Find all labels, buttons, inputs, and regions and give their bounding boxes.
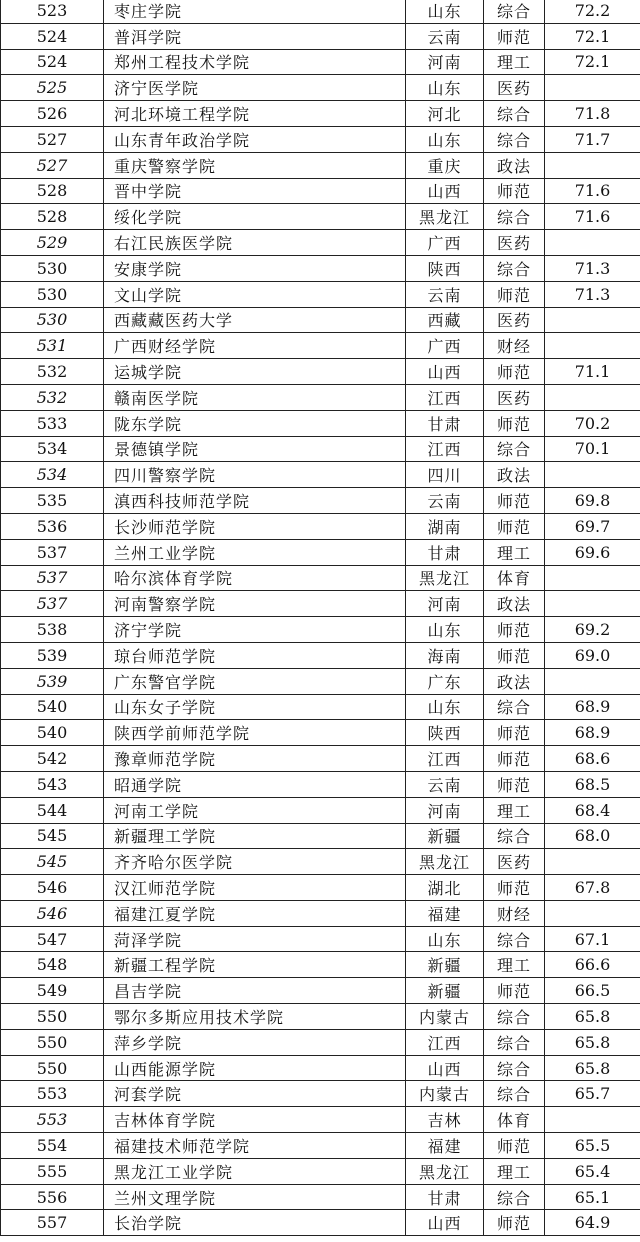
category-cell: 师范	[484, 617, 545, 643]
rank-cell: 537	[1, 565, 104, 591]
province-cell: 山东	[406, 926, 484, 952]
rank-cell: 524	[1, 49, 104, 75]
category-cell: 师范	[484, 746, 545, 772]
rank-cell: 525	[1, 75, 104, 101]
province-cell: 江西	[406, 436, 484, 462]
province-cell: 黑龙江	[406, 204, 484, 230]
institution-name-cell: 河南工学院	[104, 797, 406, 823]
category-cell: 综合	[484, 1029, 545, 1055]
table-row	[1, 952, 640, 978]
institution-name-cell: 晋中学院	[104, 178, 406, 204]
score-cell	[545, 384, 640, 410]
table-row	[1, 0, 640, 23]
province-cell: 新疆	[406, 952, 484, 978]
score-cell: 68.9	[545, 720, 640, 746]
table-row	[1, 307, 640, 333]
province-cell: 黑龙江	[406, 849, 484, 875]
institution-name-cell: 四川警察学院	[104, 462, 406, 488]
rank-cell: 539	[1, 642, 104, 668]
score-cell	[545, 565, 640, 591]
province-cell: 山西	[406, 1055, 484, 1081]
table-row	[1, 333, 640, 359]
rank-cell: 527	[1, 126, 104, 152]
category-cell: 财经	[484, 333, 545, 359]
province-cell: 江西	[406, 1029, 484, 1055]
institution-name-cell: 济宁医学院	[104, 75, 406, 101]
rank-cell: 532	[1, 359, 104, 385]
score-cell: 68.0	[545, 823, 640, 849]
table-row	[1, 1158, 640, 1184]
institution-name-cell: 黑龙江工业学院	[104, 1158, 406, 1184]
table-row	[1, 255, 640, 281]
province-cell: 福建	[406, 900, 484, 926]
table-row	[1, 565, 640, 591]
score-cell: 69.6	[545, 539, 640, 565]
score-cell: 67.1	[545, 926, 640, 952]
province-cell: 云南	[406, 281, 484, 307]
table-row	[1, 978, 640, 1004]
table-row	[1, 746, 640, 772]
score-cell: 70.1	[545, 436, 640, 462]
province-cell: 山东	[406, 694, 484, 720]
table-row	[1, 488, 640, 514]
score-cell: 71.1	[545, 359, 640, 385]
province-cell: 江西	[406, 384, 484, 410]
score-cell: 71.8	[545, 101, 640, 127]
category-cell: 医药	[484, 307, 545, 333]
province-cell: 甘肃	[406, 1184, 484, 1210]
institution-name-cell: 河南警察学院	[104, 591, 406, 617]
table-row	[1, 23, 640, 49]
category-cell: 综合	[484, 436, 545, 462]
institution-name-cell: 西藏藏医药大学	[104, 307, 406, 333]
score-cell: 65.5	[545, 1133, 640, 1159]
category-cell: 政法	[484, 152, 545, 178]
table-row	[1, 410, 640, 436]
institution-name-cell: 兰州文理学院	[104, 1184, 406, 1210]
table-row	[1, 539, 640, 565]
province-cell: 内蒙古	[406, 1004, 484, 1030]
institution-name-cell: 汉江师范学院	[104, 875, 406, 901]
table-row	[1, 281, 640, 307]
table-row	[1, 900, 640, 926]
rank-cell: 529	[1, 230, 104, 256]
institution-name-cell: 陕西学前师范学院	[104, 720, 406, 746]
category-cell: 综合	[484, 926, 545, 952]
score-cell: 71.7	[545, 126, 640, 152]
rank-cell: 527	[1, 152, 104, 178]
institution-name-cell: 萍乡学院	[104, 1029, 406, 1055]
category-cell: 综合	[484, 1055, 545, 1081]
province-cell: 陕西	[406, 255, 484, 281]
rank-cell: 531	[1, 333, 104, 359]
score-cell: 66.6	[545, 952, 640, 978]
rank-cell: 554	[1, 1133, 104, 1159]
province-cell: 广西	[406, 333, 484, 359]
province-cell: 河北	[406, 101, 484, 127]
score-cell: 65.4	[545, 1158, 640, 1184]
rank-cell: 547	[1, 926, 104, 952]
score-cell	[545, 230, 640, 256]
table-row	[1, 720, 640, 746]
rank-cell: 539	[1, 668, 104, 694]
score-cell: 65.8	[545, 1055, 640, 1081]
province-cell: 山西	[406, 1210, 484, 1236]
table-row	[1, 436, 640, 462]
institution-name-cell: 哈尔滨体育学院	[104, 565, 406, 591]
institution-name-cell: 普洱学院	[104, 23, 406, 49]
institution-name-cell: 河北环境工程学院	[104, 101, 406, 127]
score-cell	[545, 462, 640, 488]
province-cell: 山东	[406, 75, 484, 101]
category-cell: 综合	[484, 1081, 545, 1107]
table-row	[1, 359, 640, 385]
table-row	[1, 591, 640, 617]
institution-name-cell: 兰州工业学院	[104, 539, 406, 565]
institution-name-cell: 福建江夏学院	[104, 900, 406, 926]
province-cell: 新疆	[406, 978, 484, 1004]
table-row	[1, 1210, 640, 1236]
category-cell: 理工	[484, 539, 545, 565]
score-cell: 67.8	[545, 875, 640, 901]
table-row	[1, 1055, 640, 1081]
rank-cell: 528	[1, 204, 104, 230]
rank-cell: 556	[1, 1184, 104, 1210]
institution-name-cell: 菏泽学院	[104, 926, 406, 952]
table-row	[1, 204, 640, 230]
table-row	[1, 642, 640, 668]
rank-cell: 549	[1, 978, 104, 1004]
rank-cell: 523	[1, 0, 104, 23]
score-cell	[545, 849, 640, 875]
score-cell: 71.6	[545, 204, 640, 230]
institution-name-cell: 鄂尔多斯应用技术学院	[104, 1004, 406, 1030]
province-cell: 甘肃	[406, 410, 484, 436]
score-cell: 65.7	[545, 1081, 640, 1107]
category-cell: 师范	[484, 359, 545, 385]
province-cell: 海南	[406, 642, 484, 668]
institution-name-cell: 长治学院	[104, 1210, 406, 1236]
category-cell: 财经	[484, 900, 545, 926]
province-cell: 山东	[406, 126, 484, 152]
score-cell	[545, 307, 640, 333]
score-cell	[545, 152, 640, 178]
score-cell: 64.9	[545, 1210, 640, 1236]
rank-cell: 534	[1, 462, 104, 488]
table-row	[1, 875, 640, 901]
rank-cell: 542	[1, 746, 104, 772]
rank-cell: 555	[1, 1158, 104, 1184]
rank-cell: 546	[1, 900, 104, 926]
rank-cell: 543	[1, 771, 104, 797]
score-cell	[545, 333, 640, 359]
table-row	[1, 75, 640, 101]
category-cell: 政法	[484, 462, 545, 488]
table-row	[1, 1184, 640, 1210]
score-cell: 72.1	[545, 49, 640, 75]
rank-cell: 536	[1, 513, 104, 539]
category-cell: 医药	[484, 384, 545, 410]
institution-name-cell: 吉林体育学院	[104, 1107, 406, 1133]
table-row	[1, 1004, 640, 1030]
category-cell: 政法	[484, 591, 545, 617]
score-cell: 65.1	[545, 1184, 640, 1210]
province-cell: 云南	[406, 23, 484, 49]
category-cell: 师范	[484, 410, 545, 436]
rank-cell: 540	[1, 694, 104, 720]
category-cell: 理工	[484, 49, 545, 75]
institution-name-cell: 新疆理工学院	[104, 823, 406, 849]
province-cell: 云南	[406, 488, 484, 514]
category-cell: 师范	[484, 875, 545, 901]
table-row	[1, 823, 640, 849]
category-cell: 师范	[484, 771, 545, 797]
table-row	[1, 694, 640, 720]
score-cell: 71.3	[545, 255, 640, 281]
category-cell: 理工	[484, 797, 545, 823]
category-cell: 医药	[484, 75, 545, 101]
rank-cell: 553	[1, 1107, 104, 1133]
rank-cell: 538	[1, 617, 104, 643]
province-cell: 湖北	[406, 875, 484, 901]
rank-cell: 533	[1, 410, 104, 436]
province-cell: 西藏	[406, 307, 484, 333]
institution-name-cell: 重庆警察学院	[104, 152, 406, 178]
province-cell: 山东	[406, 617, 484, 643]
institution-name-cell: 琼台师范学院	[104, 642, 406, 668]
rank-cell: 550	[1, 1055, 104, 1081]
category-cell: 理工	[484, 952, 545, 978]
score-cell	[545, 75, 640, 101]
institution-name-cell: 赣南医学院	[104, 384, 406, 410]
rank-cell: 528	[1, 178, 104, 204]
ranking-table-body	[1, 0, 640, 1236]
category-cell: 综合	[484, 126, 545, 152]
province-cell: 山东	[406, 0, 484, 23]
score-cell: 71.3	[545, 281, 640, 307]
rank-cell: 530	[1, 307, 104, 333]
rank-cell: 553	[1, 1081, 104, 1107]
rank-cell: 544	[1, 797, 104, 823]
table-row	[1, 49, 640, 75]
province-cell: 四川	[406, 462, 484, 488]
province-cell: 广东	[406, 668, 484, 694]
category-cell: 师范	[484, 1210, 545, 1236]
rank-cell: 530	[1, 255, 104, 281]
province-cell: 广西	[406, 230, 484, 256]
category-cell: 师范	[484, 488, 545, 514]
province-cell: 江西	[406, 746, 484, 772]
score-cell	[545, 668, 640, 694]
category-cell: 师范	[484, 281, 545, 307]
institution-name-cell: 昭通学院	[104, 771, 406, 797]
rank-cell: 532	[1, 384, 104, 410]
score-cell: 68.6	[545, 746, 640, 772]
province-cell: 黑龙江	[406, 565, 484, 591]
table-row	[1, 617, 640, 643]
institution-name-cell: 安康学院	[104, 255, 406, 281]
province-cell: 湖南	[406, 513, 484, 539]
province-cell: 重庆	[406, 152, 484, 178]
table-row	[1, 152, 640, 178]
category-cell: 政法	[484, 668, 545, 694]
institution-name-cell: 山东女子学院	[104, 694, 406, 720]
category-cell: 体育	[484, 1107, 545, 1133]
category-cell: 综合	[484, 204, 545, 230]
institution-name-cell: 郑州工程技术学院	[104, 49, 406, 75]
province-cell: 山西	[406, 178, 484, 204]
category-cell: 综合	[484, 694, 545, 720]
table-row	[1, 384, 640, 410]
table-row	[1, 230, 640, 256]
category-cell: 师范	[484, 720, 545, 746]
table-row	[1, 1029, 640, 1055]
score-cell: 65.8	[545, 1029, 640, 1055]
institution-name-cell: 山东青年政治学院	[104, 126, 406, 152]
category-cell: 医药	[484, 849, 545, 875]
rank-cell: 546	[1, 875, 104, 901]
category-cell: 综合	[484, 1004, 545, 1030]
category-cell: 综合	[484, 1184, 545, 1210]
institution-name-cell: 陇东学院	[104, 410, 406, 436]
table-row	[1, 178, 640, 204]
rank-cell: 550	[1, 1029, 104, 1055]
province-cell: 福建	[406, 1133, 484, 1159]
province-cell: 吉林	[406, 1107, 484, 1133]
table-row	[1, 771, 640, 797]
score-cell: 69.0	[545, 642, 640, 668]
rank-cell: 537	[1, 539, 104, 565]
score-cell: 71.6	[545, 178, 640, 204]
rank-cell: 548	[1, 952, 104, 978]
category-cell: 师范	[484, 978, 545, 1004]
table-row	[1, 849, 640, 875]
score-cell: 69.7	[545, 513, 640, 539]
category-cell: 综合	[484, 0, 545, 23]
score-cell: 66.5	[545, 978, 640, 1004]
category-cell: 师范	[484, 23, 545, 49]
institution-name-cell: 河套学院	[104, 1081, 406, 1107]
table-row	[1, 1107, 640, 1133]
score-cell: 68.4	[545, 797, 640, 823]
rank-cell: 535	[1, 488, 104, 514]
score-cell: 72.1	[545, 23, 640, 49]
table-row	[1, 126, 640, 152]
institution-name-cell: 长沙师范学院	[104, 513, 406, 539]
table-row	[1, 462, 640, 488]
institution-name-cell: 广东警官学院	[104, 668, 406, 694]
institution-name-cell: 枣庄学院	[104, 0, 406, 23]
score-cell: 70.2	[545, 410, 640, 436]
institution-name-cell: 昌吉学院	[104, 978, 406, 1004]
institution-name-cell: 右江民族医学院	[104, 230, 406, 256]
table-row	[1, 668, 640, 694]
institution-name-cell: 豫章师范学院	[104, 746, 406, 772]
institution-name-cell: 景德镇学院	[104, 436, 406, 462]
province-cell: 云南	[406, 771, 484, 797]
institution-name-cell: 绥化学院	[104, 204, 406, 230]
rank-cell: 537	[1, 591, 104, 617]
institution-name-cell: 文山学院	[104, 281, 406, 307]
institution-name-cell: 新疆工程学院	[104, 952, 406, 978]
table-row	[1, 1081, 640, 1107]
rank-cell: 557	[1, 1210, 104, 1236]
province-cell: 甘肃	[406, 539, 484, 565]
score-cell	[545, 591, 640, 617]
score-cell	[545, 1107, 640, 1133]
category-cell: 综合	[484, 255, 545, 281]
institution-name-cell: 滇西科技师范学院	[104, 488, 406, 514]
table-row	[1, 101, 640, 127]
institution-name-cell: 运城学院	[104, 359, 406, 385]
category-cell: 综合	[484, 101, 545, 127]
rank-cell: 524	[1, 23, 104, 49]
category-cell: 医药	[484, 230, 545, 256]
rank-cell: 534	[1, 436, 104, 462]
category-cell: 师范	[484, 513, 545, 539]
province-cell: 河南	[406, 49, 484, 75]
score-cell: 68.9	[545, 694, 640, 720]
province-cell: 黑龙江	[406, 1158, 484, 1184]
table-row	[1, 926, 640, 952]
score-cell: 69.8	[545, 488, 640, 514]
province-cell: 河南	[406, 797, 484, 823]
category-cell: 理工	[484, 1158, 545, 1184]
score-cell: 72.2	[545, 0, 640, 23]
rank-cell: 550	[1, 1004, 104, 1030]
institution-name-cell: 福建技术师范学院	[104, 1133, 406, 1159]
score-cell: 65.8	[545, 1004, 640, 1030]
category-cell: 体育	[484, 565, 545, 591]
province-cell: 内蒙古	[406, 1081, 484, 1107]
rank-cell: 545	[1, 849, 104, 875]
table-row	[1, 513, 640, 539]
province-cell: 山西	[406, 359, 484, 385]
province-cell: 新疆	[406, 823, 484, 849]
institution-name-cell: 齐齐哈尔医学院	[104, 849, 406, 875]
score-cell: 68.5	[545, 771, 640, 797]
category-cell: 师范	[484, 1133, 545, 1159]
rank-cell: 545	[1, 823, 104, 849]
rank-cell: 526	[1, 101, 104, 127]
score-cell	[545, 900, 640, 926]
rank-cell: 540	[1, 720, 104, 746]
institution-name-cell: 山西能源学院	[104, 1055, 406, 1081]
table-row	[1, 797, 640, 823]
institution-name-cell: 广西财经学院	[104, 333, 406, 359]
score-cell: 69.2	[545, 617, 640, 643]
category-cell: 师范	[484, 642, 545, 668]
institution-name-cell: 济宁学院	[104, 617, 406, 643]
category-cell: 综合	[484, 823, 545, 849]
province-cell: 陕西	[406, 720, 484, 746]
rank-cell: 530	[1, 281, 104, 307]
table-row	[1, 1133, 640, 1159]
category-cell: 师范	[484, 178, 545, 204]
province-cell: 河南	[406, 591, 484, 617]
